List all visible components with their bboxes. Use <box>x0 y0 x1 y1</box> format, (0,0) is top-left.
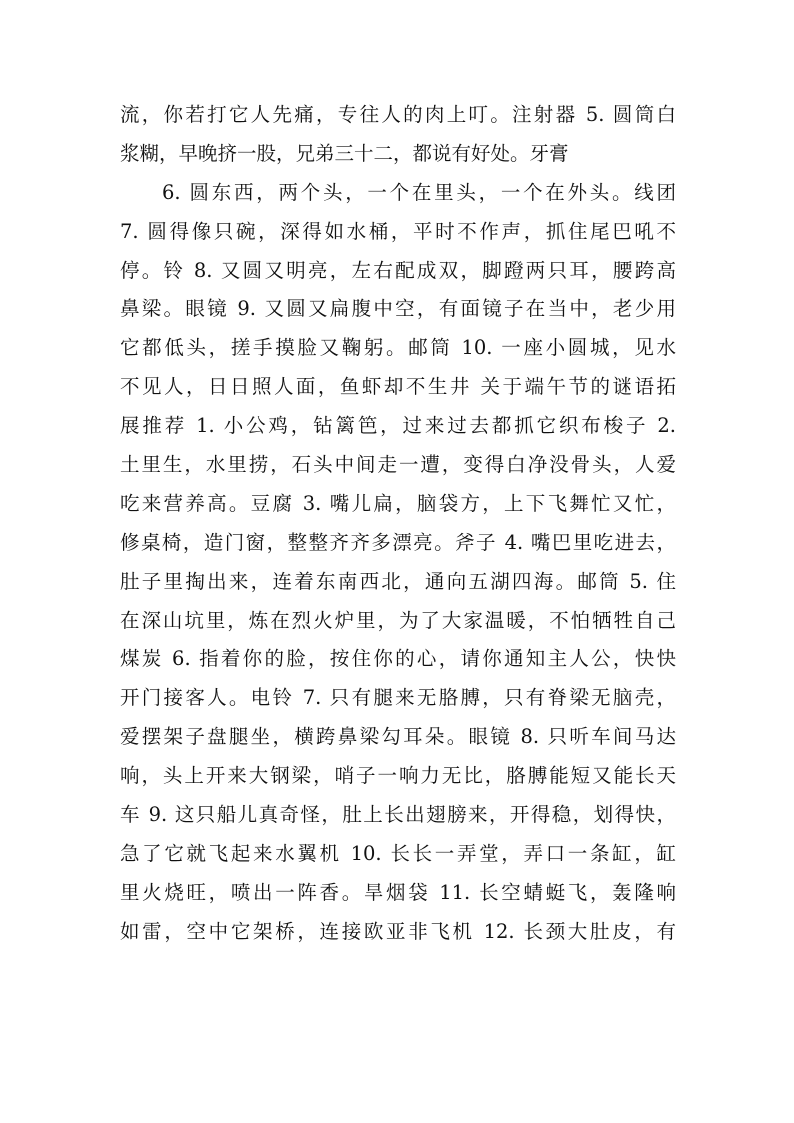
text-line: 肚子里掏出来，连着东南西北，通向五湖四海。邮筒 5. 住 <box>120 569 676 593</box>
text-line: 车 9. 这只船儿真奇怪，肚上长出翅膀来，开得稳，划得快， <box>120 803 676 827</box>
text-line: 鼻梁。眼镜 9. 又圆又扁腹中空，有面镜子在当中，老少用 <box>120 297 676 321</box>
text-line: 修桌椅，造门窗，整整齐齐多漂亮。斧子 4. 嘴巴里吃进去， <box>120 530 676 554</box>
text-line: 在深山坑里，炼在烈火炉里，为了大家温暖，不怕牺牲自己 <box>120 608 676 632</box>
text-line: 里火烧旺，喷出一阵香。旱烟袋 11. 长空蜻蜓飞，轰隆响 <box>120 880 676 904</box>
text-line: 如雷，空中它架桥，连接欧亚非飞机 12. 长颈大肚皮，有 <box>120 919 676 943</box>
text-line: 它都低头，搓手摸脸又鞠躬。邮筒 10. 一座小圆城，见水 <box>120 336 676 360</box>
text-line: 浆糊，早晚挤一股，兄弟三十二，都说有好处。牙膏 <box>120 141 569 165</box>
text-line: 7. 圆得像只碗，深得如水桶，平时不作声，抓住尾巴吼不 <box>120 219 676 243</box>
text-line: 不见人，日日照人面，鱼虾却不生井 关于端午节的谜语拓 <box>120 375 676 399</box>
text-line: 开门接客人。电铃 7. 只有腿来无胳膊，只有脊梁无脑壳， <box>120 686 676 710</box>
text-line: 6. 圆东西，两个头，一个在里头，一个在外头。线团 <box>162 180 676 204</box>
text-line: 展推荐 1. 小公鸡，钻篱笆，过来过去都抓它织布梭子 2. <box>120 414 676 438</box>
text-line: 响，头上开来大钢梁，哨子一响力无比，胳膊能短又能长天 <box>120 764 676 788</box>
text-line: 爱摆架子盘腿坐，横跨鼻梁勾耳朵。眼镜 8. 只听车间马达 <box>120 725 676 749</box>
text-line: 停。铃 8. 又圆又明亮，左右配成双，脚蹬两只耳，腰跨高 <box>120 258 676 282</box>
text-line: 流，你若打它人先痛，专往人的肉上叮。注射器 5. 圆筒白 <box>120 103 676 126</box>
document-body <box>120 96 676 952</box>
text-line: 土里生，水里捞，石头中间走一遭，变得白净没骨头，人爱 <box>120 453 676 477</box>
text-line: 煤炭 6. 指着你的脸，按住你的心，请你通知主人公，快快 <box>120 647 676 671</box>
text-line: 吃来营养高。豆腐 3. 嘴儿扁，脑袋方，上下飞舞忙又忙， <box>120 491 676 515</box>
text-line: 急了它就飞起来水翼机 10. 长长一弄堂，弄口一条缸，缸 <box>120 841 676 865</box>
